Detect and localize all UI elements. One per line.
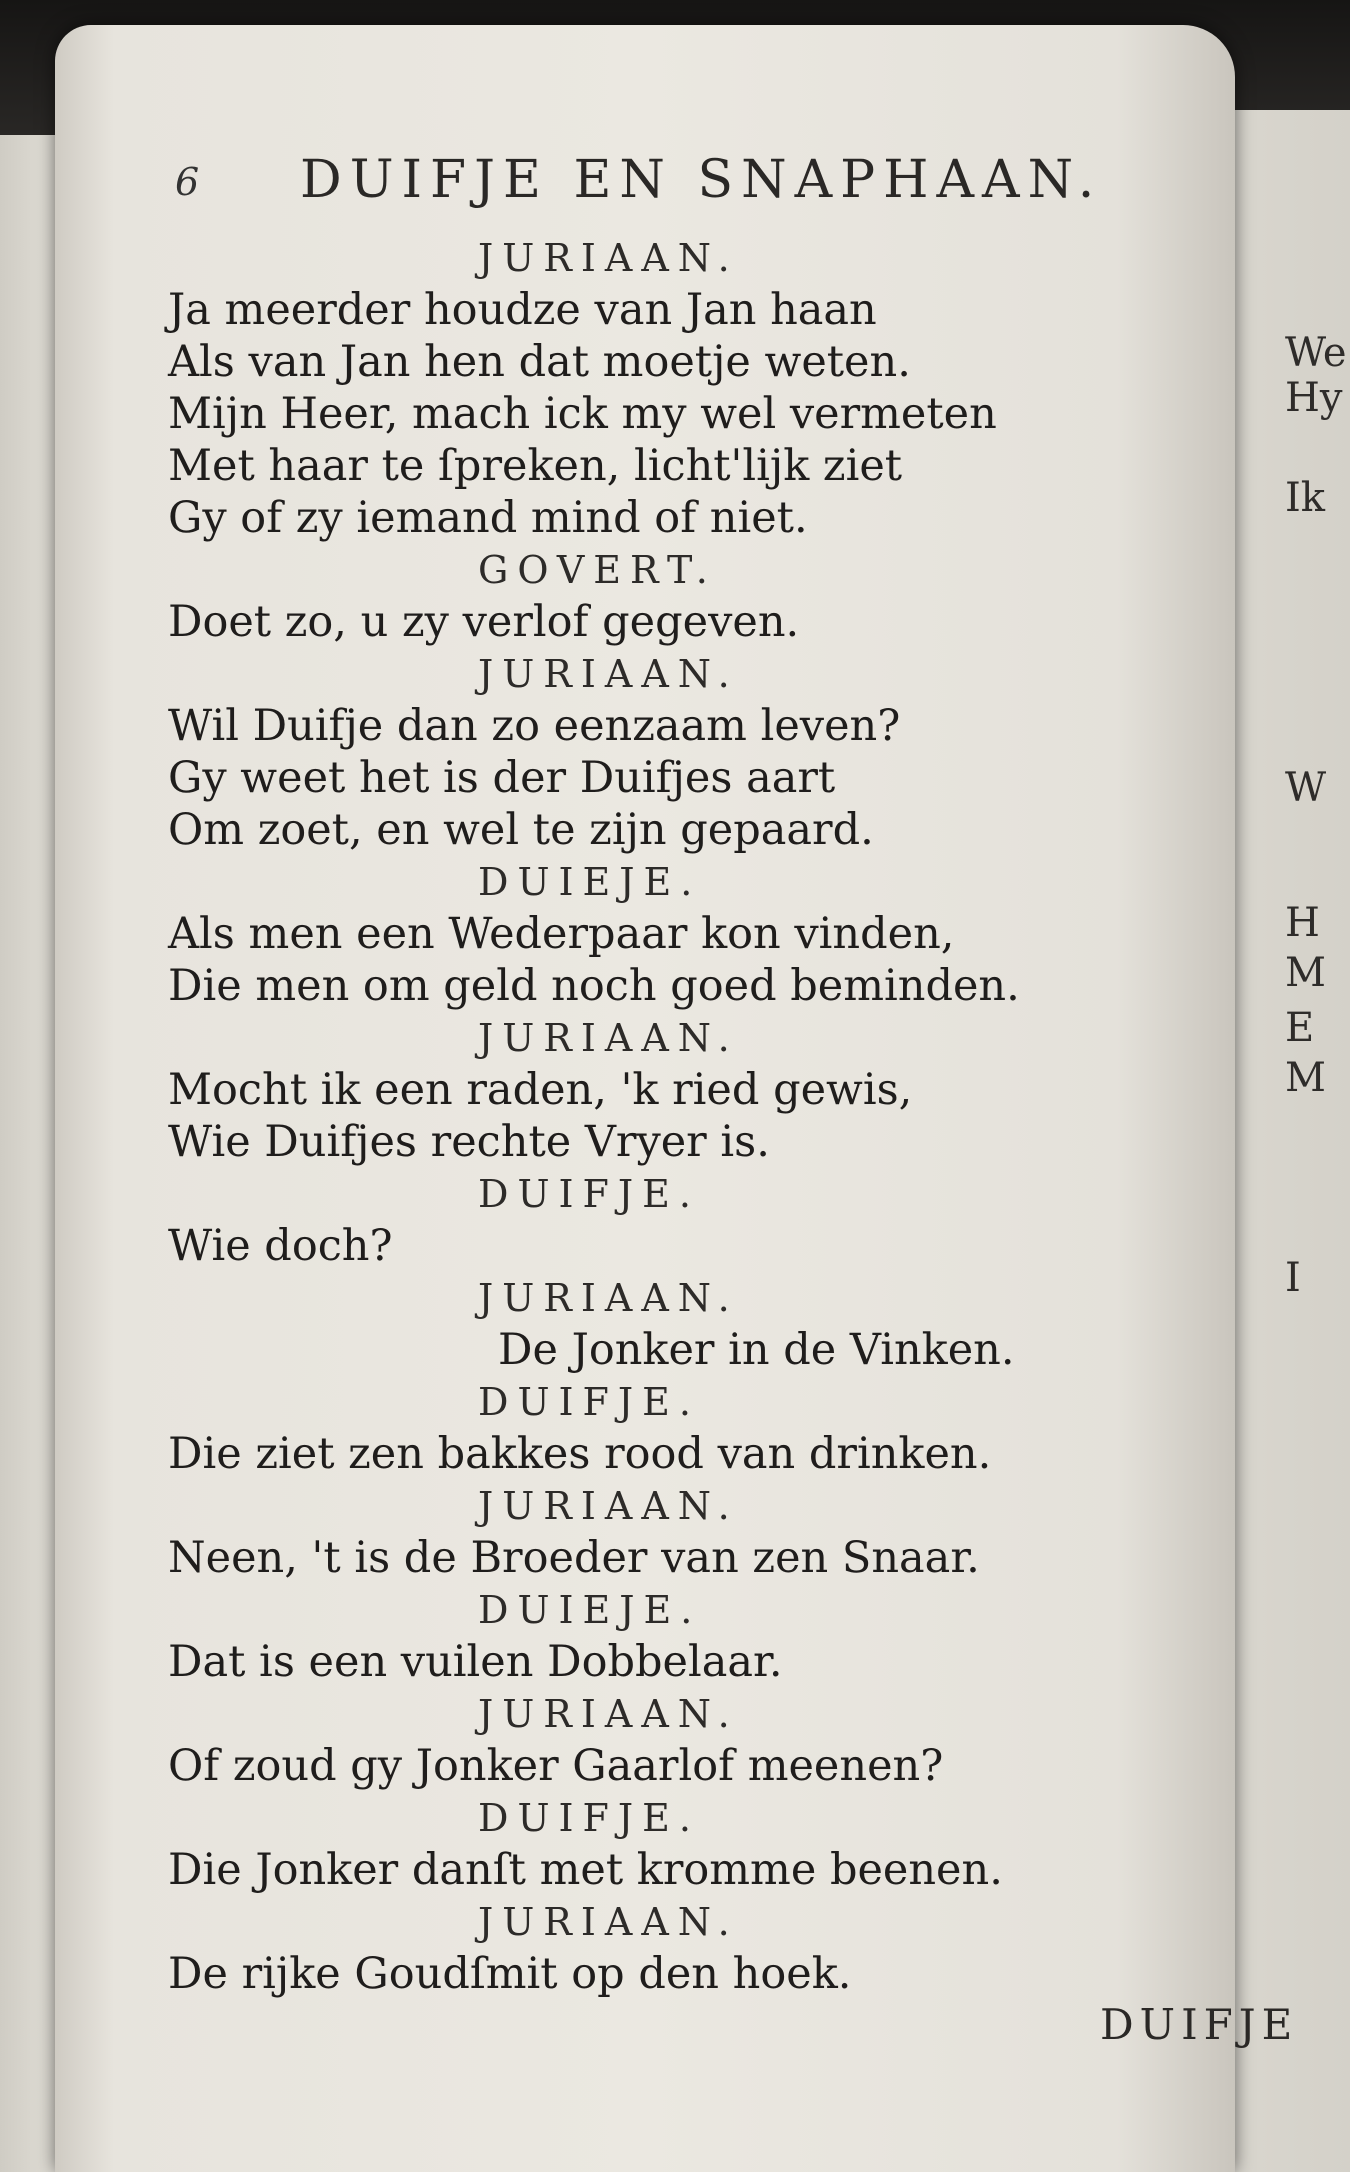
facing-fragment: M	[1285, 950, 1326, 996]
speaker-name: JURIAAN.	[478, 1692, 739, 1736]
facing-fragment: Ik	[1285, 475, 1326, 521]
facing-fragment: M	[1285, 1055, 1326, 1101]
book-title: DUIFJE EN SNAPHAAN.	[300, 150, 1103, 210]
verse-line: Om zoet, en wel te zijn gepaard.	[168, 805, 874, 855]
verse-line: Met haar te ſpreken, licht'lijk ziet	[168, 441, 903, 491]
verse-line: Wie Duifjes rechte Vryer is.	[168, 1117, 770, 1167]
verse-line: Die Jonker danſt met kromme beenen.	[168, 1845, 1003, 1895]
verse-line: Als men een Wederpaar kon vinden,	[168, 909, 955, 959]
verse-line: Mijn Heer, mach ick my wel vermeten	[168, 389, 997, 439]
verse-line: Die men om geld noch goed beminden.	[168, 961, 1020, 1011]
catchword: DUIFJE	[1100, 2000, 1299, 2049]
speaker-name: JURIAAN.	[478, 652, 739, 696]
speaker-name: DUIEJE.	[478, 860, 702, 904]
verse-line: Dat is een vuilen Dobbelaar.	[168, 1637, 783, 1687]
verse-line: Gy weet het is der Duifjes aart	[168, 753, 836, 803]
verse-line: Of zoud gy Jonker Gaarlof meenen?	[168, 1741, 944, 1791]
verse-line: Gy of zy iemand mind of niet.	[168, 493, 808, 543]
verse-line: Neen, 't is de Broeder van zen Snaar.	[168, 1533, 980, 1583]
verse-line: Die ziet zen bakkes rood van drinken.	[168, 1429, 992, 1479]
speaker-name: JURIAAN.	[478, 236, 739, 280]
speaker-name: JURIAAN.	[478, 1276, 739, 1320]
running-head	[175, 150, 1150, 220]
verse-line: De rijke Goudſmit op den hoek.	[168, 1949, 852, 1999]
facing-fragment: I	[1285, 1255, 1301, 1301]
verse-line: Als van Jan hen dat moetje weten.	[168, 337, 911, 387]
verse-line: Wil Duifje dan zo eenzaam leven?	[168, 701, 901, 751]
verse-line: Doet zo, u zy verlof gegeven.	[168, 597, 800, 647]
facing-fragment: E	[1285, 1005, 1315, 1051]
facing-fragment: Hy	[1285, 375, 1343, 421]
facing-fragment: W	[1285, 765, 1327, 811]
play-text	[168, 232, 1168, 2000]
facing-fragment: We	[1285, 330, 1347, 376]
speaker-name: DUIFJE.	[478, 1380, 700, 1424]
verse-line: Ja meerder houdze van Jan haan	[168, 285, 877, 335]
speaker-name: JURIAAN.	[478, 1484, 739, 1528]
page-number: 6	[175, 160, 200, 204]
facing-fragment: H	[1285, 900, 1320, 946]
speaker-name: JURIAAN.	[478, 1900, 739, 1944]
speaker-name: DUIEJE.	[478, 1588, 702, 1632]
verse-line: Wie doch?	[168, 1221, 393, 1271]
speaker-name: JURIAAN.	[478, 1016, 739, 1060]
speaker-name: DUIFJE.	[478, 1172, 700, 1216]
speaker-name: GOVERT.	[478, 548, 717, 592]
speaker-name: DUIFJE.	[478, 1796, 700, 1840]
verse-line: Mocht ik een raden, 'k ried gewis,	[168, 1065, 913, 1115]
verse-line: De Jonker in de Vinken.	[498, 1325, 1015, 1375]
